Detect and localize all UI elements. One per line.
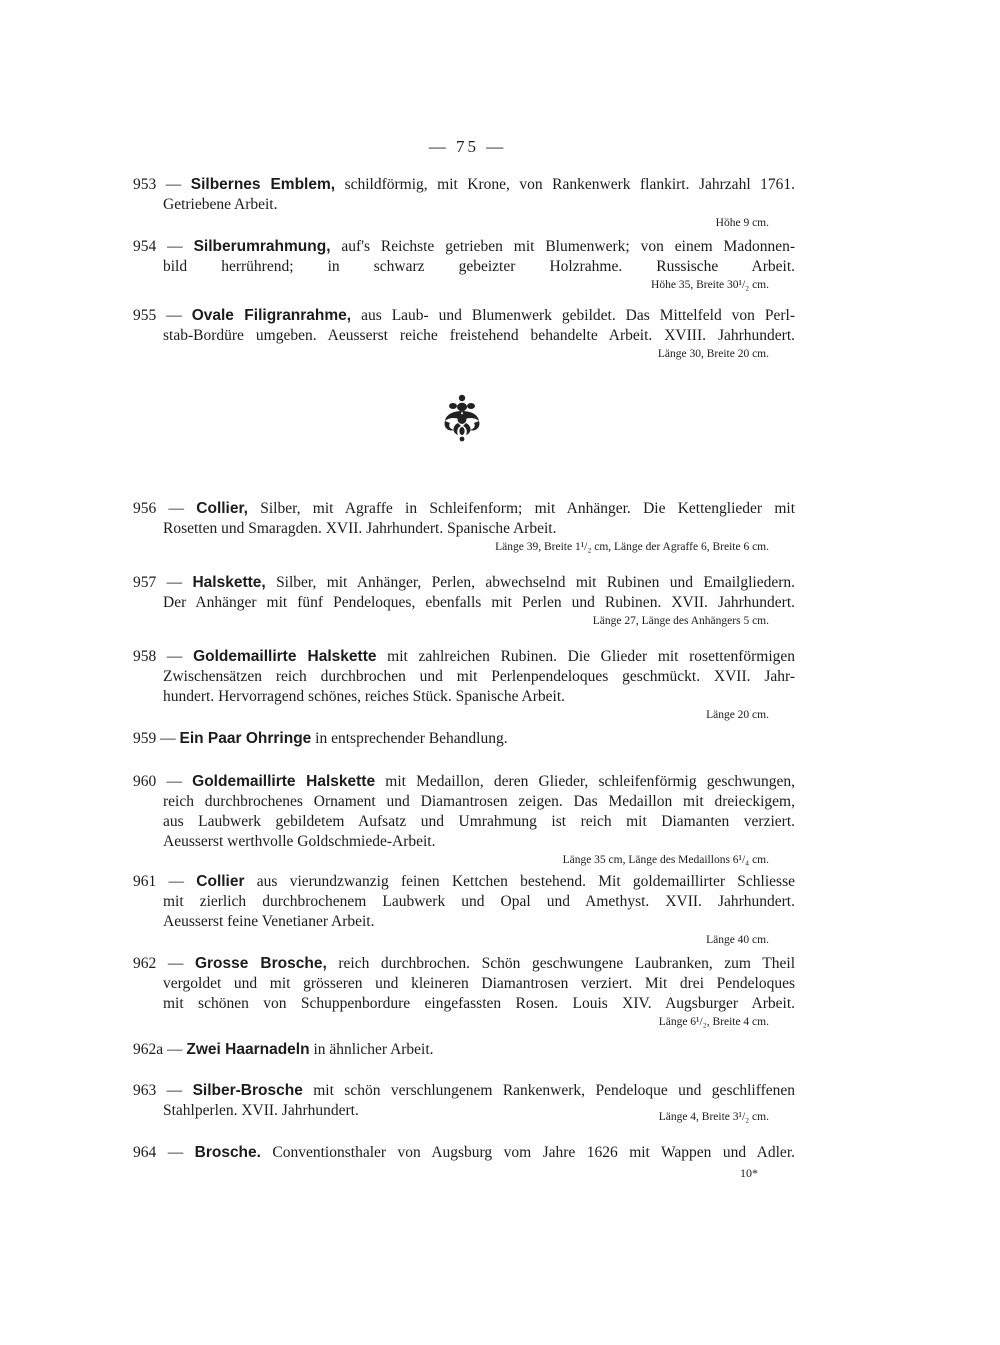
entry-text: auf's Reichste getrieben mit Blumenwerk; von einem Madonnen-	[341, 238, 795, 255]
catalog-entry-959	[133, 729, 795, 749]
entry-measure: Länge 30, Breite 20 cm.	[657, 348, 769, 360]
entry-measure: Länge 35 cm, Länge des Medaillons 6¹/₄ cm.	[562, 854, 769, 866]
entry-title: Silber-Brosche	[192, 1082, 303, 1099]
entry-number: 957 —	[133, 574, 183, 591]
entry-measure: Länge 27, Länge des Anhängers 5 cm.	[592, 615, 769, 627]
entry-text: Silber, mit Anhänger, Perlen, abwechselnd mit Rubinen und Emailgliedern.	[276, 574, 796, 591]
entry-number: 953 —	[133, 176, 182, 193]
entry-line: Rosetten und Smaragden. XVII. Jahrhundert. Spanische Arbeit.	[163, 520, 557, 537]
entry-title: Silbernes Emblem,	[190, 176, 336, 193]
entry-line	[133, 237, 795, 257]
entry-line: stab-Bordüre umgeben. Aeusserst reiche freistehend behandelte Arbeit. XVIII. Jahrhundert.	[163, 327, 795, 344]
catalog-entry-962	[133, 954, 795, 1030]
entry-number: 958 —	[133, 648, 183, 665]
entry-number: 960 —	[133, 773, 182, 790]
catalog-entry-954	[133, 237, 795, 293]
entry-title: Goldemaillirte Halskette	[192, 773, 376, 790]
entry-line	[133, 872, 795, 892]
page-number: — 75 —	[428, 137, 507, 156]
entry-measure: Länge 39, Breite 1¹/₂ cm, Länge der Agraffe 6, Breite 6 cm.	[495, 541, 769, 553]
entry-number: 962 —	[133, 955, 184, 972]
catalog-entry-961	[133, 872, 795, 948]
entry-measure: Länge 4, Breite 3¹/₂ cm.	[658, 1111, 769, 1123]
entry-line: bild herrührend; in schwarz gebeizter Holzrahme. Russische Arbeit.	[163, 258, 795, 275]
entry-line	[133, 1081, 795, 1101]
entry-measure: Länge 20 cm.	[706, 709, 769, 721]
entry-line	[133, 499, 795, 519]
entry-line: mit zierlich durchbrochenem Laubwerk und Opal und Amethyst. XVII. Jahrhundert.	[163, 893, 795, 910]
entry-measure: Länge 6¹/₂, Breite 4 cm.	[658, 1016, 769, 1028]
catalog-entry-953	[133, 175, 795, 231]
entry-text: Silber, mit Agraffe in Schleifenform; mit Anhänger. Die Kettenglieder mit	[260, 500, 795, 517]
entry-number: 963 —	[133, 1082, 183, 1099]
entry-line	[133, 175, 795, 195]
entry-title: Ovale Filigranrahme,	[191, 307, 352, 324]
entry-line: hundert. Hervorragend schönes, reiches Stück. Spanische Arbeit.	[163, 688, 566, 705]
entry-number: 959 —	[133, 730, 176, 747]
entry-number: 956 —	[133, 500, 185, 517]
entry-title: Ein Paar Ohrringe	[179, 730, 312, 747]
catalog-entry-955	[133, 306, 795, 362]
entry-number: 954 —	[133, 238, 183, 255]
entry-line	[133, 647, 795, 667]
entry-line	[133, 954, 795, 974]
entry-line: Aeusserst feine Venetianer Arbeit.	[163, 913, 375, 930]
catalog-entry-963	[133, 1081, 795, 1125]
entry-title: Silberumrahmung,	[193, 238, 331, 255]
entry-text: aus Laub- und Blumenwerk gebildet. Das Mittelfeld von Perl-	[361, 307, 796, 324]
entry-title: Brosche.	[194, 1144, 261, 1161]
entry-title: Collier	[196, 873, 245, 890]
entry-title: Goldemaillirte Halskette	[193, 648, 377, 665]
catalog-entry-964	[133, 1143, 795, 1163]
fleuron-ornament-icon	[440, 392, 484, 442]
entry-measure: Länge 40 cm.	[706, 934, 769, 946]
entry-text: in ähnlicher Arbeit.	[313, 1041, 434, 1058]
signature-mark: 10*	[740, 1166, 758, 1180]
entry-text: reich durchbrochen. Schön geschwungene Laubranken, zum Theil	[338, 955, 796, 972]
entry-line: mit schönen von Schuppenbordure eingefassten Rosen. Louis XIV. Augsburger Arbeit.	[163, 995, 795, 1012]
entry-line: Getriebene Arbeit.	[163, 196, 278, 213]
entry-measure: Höhe 35, Breite 30¹/₂ cm.	[651, 279, 769, 291]
entry-title: Zwei Haarnadeln	[186, 1041, 310, 1058]
catalog-entry-956	[133, 499, 795, 555]
entry-title: Halskette,	[192, 574, 266, 591]
entry-line	[133, 1143, 795, 1163]
catalog-entry-958	[133, 647, 795, 723]
entry-line	[133, 729, 795, 749]
entry-text: schildförmig, mit Krone, von Rankenwerk flankirt. Jahrzahl 1761.	[344, 176, 795, 193]
entry-text: aus vierundzwanzig feinen Kettchen bestehend. Mit goldemaillirter Schliesse	[256, 873, 795, 890]
entry-line: reich durchbrochenes Ornament und Diamantrosen zeigen. Das Medaillon mit dreieckigem,	[163, 793, 795, 810]
entry-line: Aeusserst werthvolle Goldschmiede-Arbeit.	[163, 833, 436, 850]
entry-number: 961 —	[133, 873, 185, 890]
entry-title: Grosse Brosche,	[194, 955, 327, 972]
catalog-entry-957	[133, 573, 795, 629]
entry-number: 955 —	[133, 307, 182, 324]
entry-text: in entsprechender Behandlung.	[315, 730, 508, 747]
entry-text: mit schön verschlungenem Rankenwerk, Pendeloque und geschliffenen	[313, 1082, 796, 1099]
entry-number: 964 —	[133, 1144, 184, 1161]
catalog-entry-962a	[133, 1040, 795, 1060]
entry-line	[133, 573, 795, 593]
entry-text: mit Medaillon, deren Glieder, schleifenförmig geschwungen,	[385, 773, 796, 790]
entry-line	[133, 306, 795, 326]
entry-line: vergoldet und mit grösseren und kleineren Diamantrosen verziert. Mit drei Pendeloques	[163, 975, 795, 992]
entry-line: Der Anhänger mit fünf Pendeloques, ebenfalls mit Perlen und Rubinen. XVII. Jahrhundert.	[163, 594, 795, 611]
entry-text: mit zahlreichen Rubinen. Die Glieder mit rosettenförmigen	[387, 648, 796, 665]
catalog-entry-960	[133, 772, 795, 868]
entry-line: Zwischensätzen reich durchbrochen und mit Perlenpendeloques geschmückt. XVII. Jahr-	[163, 668, 795, 685]
entry-number: 962a —	[133, 1041, 183, 1058]
entry-text: Conventionsthaler von Augsburg vom Jahre 1626 mit Wappen und Adler.	[272, 1144, 795, 1161]
entry-line	[133, 1040, 795, 1060]
entry-title: Collier,	[196, 500, 248, 517]
entry-line	[133, 772, 795, 792]
entry-line: aus Laubwerk gebildetem Aufsatz und Umrahmung ist reich mit Diamanten verziert.	[163, 813, 795, 830]
entry-line: Stahlperlen. XVII. Jahrhundert.	[163, 1102, 359, 1119]
entry-measure: Höhe 9 cm.	[715, 217, 769, 229]
